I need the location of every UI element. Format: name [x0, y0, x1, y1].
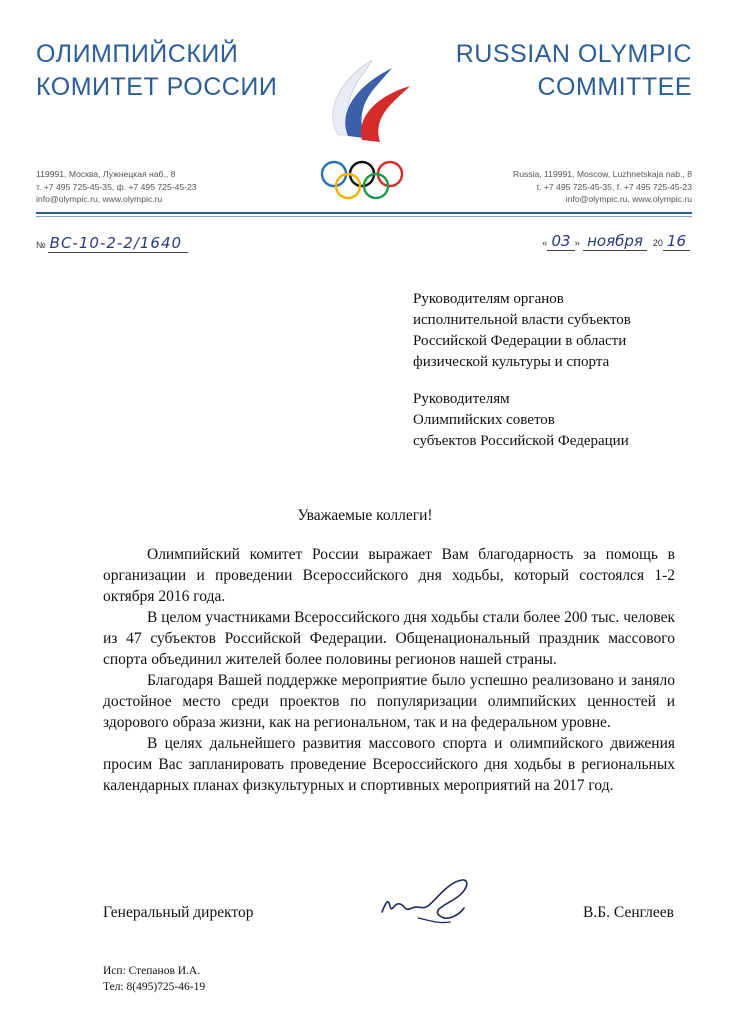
body-paragraph: Благодаря Вашей поддержке мероприятие было успешно реализовано и заняло достойное место среди проектов по популяризации олимпийских ценностей и здорового образа жизни, как на региональном, так и на федеральном уровне. — [103, 672, 675, 731]
ru-web-line: info@olympic.ru, www.olympic.ru — [36, 194, 163, 204]
handwritten-signature — [378, 872, 478, 930]
executor-block — [103, 963, 205, 995]
addressee-1-line: Руководителям органов — [413, 291, 564, 307]
salutation: Уважаемые коллеги! — [297, 507, 433, 524]
addressee-2-line: субъектов Российской Федерации — [413, 433, 629, 449]
number-value: ВС-10-2-2/1640 — [48, 234, 188, 253]
signatory-name: В.Б. Сенглеев — [583, 904, 674, 921]
ru-committee-title — [36, 38, 277, 104]
addressee-block-1 — [413, 289, 631, 373]
en-committee-title — [456, 38, 692, 104]
addressee-2-line: Руководителям — [413, 391, 510, 407]
en-address-line: Russia, 119991, Moscow, Luzhnetskaja nab., 8 — [513, 169, 692, 179]
olympic-rings-flame-icon — [310, 40, 420, 202]
body-paragraph: В целом участниками Всероссийского дня ходьбы стали более 200 тыс. человек из 47 субъектов Российской Федерации. Общенациональный праздник массового спорта объединил жителей более половины регионов нашей страны. — [103, 609, 675, 668]
header-divider — [36, 212, 692, 214]
addressee-2-line: Олимпийских советов — [413, 412, 555, 428]
addressee-block-2 — [413, 389, 629, 452]
addressee-1-line: исполнительной власти субъектов — [413, 312, 631, 328]
executor-phone: Тел: 8(495)725-46-19 — [103, 981, 206, 993]
letter-body — [103, 544, 675, 796]
body-paragraph: Олимпийский комитет России выражает Вам благодарность за помощь в организации и проведении Всероссийского дня ходьбы, который состоялся 1-2 октября 2016 года. — [103, 546, 675, 605]
date-year-suffix: 16 — [663, 232, 690, 251]
body-paragraph: В целях дальнейшего развития массового спорта и олимпийского движения просим Вас запланировать проведение Всероссийского дня ходьбы в региональных календарных планах физкультурных и спортивных мероприятий на 2017 год. — [103, 735, 675, 794]
en-title-line-2: COMMITTEE — [537, 73, 692, 101]
ru-address-line: 119991, Москва, Лужнецкая наб., 8 — [36, 169, 176, 179]
date-day: 03 — [547, 232, 574, 251]
letter-date: « 03 » ноября 20 16 — [542, 232, 690, 251]
number-label: № — [36, 240, 46, 250]
header-divider-thin — [36, 216, 692, 217]
date-year-prefix: 20 — [652, 238, 663, 248]
en-title-line-1: RUSSIAN OLYMPIC — [455, 40, 692, 68]
registration-number — [36, 234, 188, 253]
ru-contact-block — [36, 168, 197, 206]
signatory-position: Генеральный директор — [103, 904, 254, 921]
ru-phone-line: т. +7 495 725-45-35, ф. +7 495 725-45-23 — [36, 181, 197, 192]
addressee-1-line: физической культуры и спорта — [413, 354, 610, 370]
en-web-line: info@olympic.ru, www.olympic.ru — [565, 194, 692, 204]
en-contact-block — [513, 168, 692, 206]
executor-name: Исп: Степанов И.А. — [103, 965, 201, 977]
ru-title-line-2: КОМИТЕТ РОССИИ — [36, 73, 278, 101]
addressee-1-line: Российской Федерации в области — [413, 333, 627, 349]
date-month: ноября — [583, 232, 647, 251]
ru-title-line-1: ОЛИМПИЙСКИЙ — [36, 40, 239, 68]
en-phone-line: t. +7 495 725-45-35, f. +7 495 725-45-23 — [536, 181, 692, 192]
